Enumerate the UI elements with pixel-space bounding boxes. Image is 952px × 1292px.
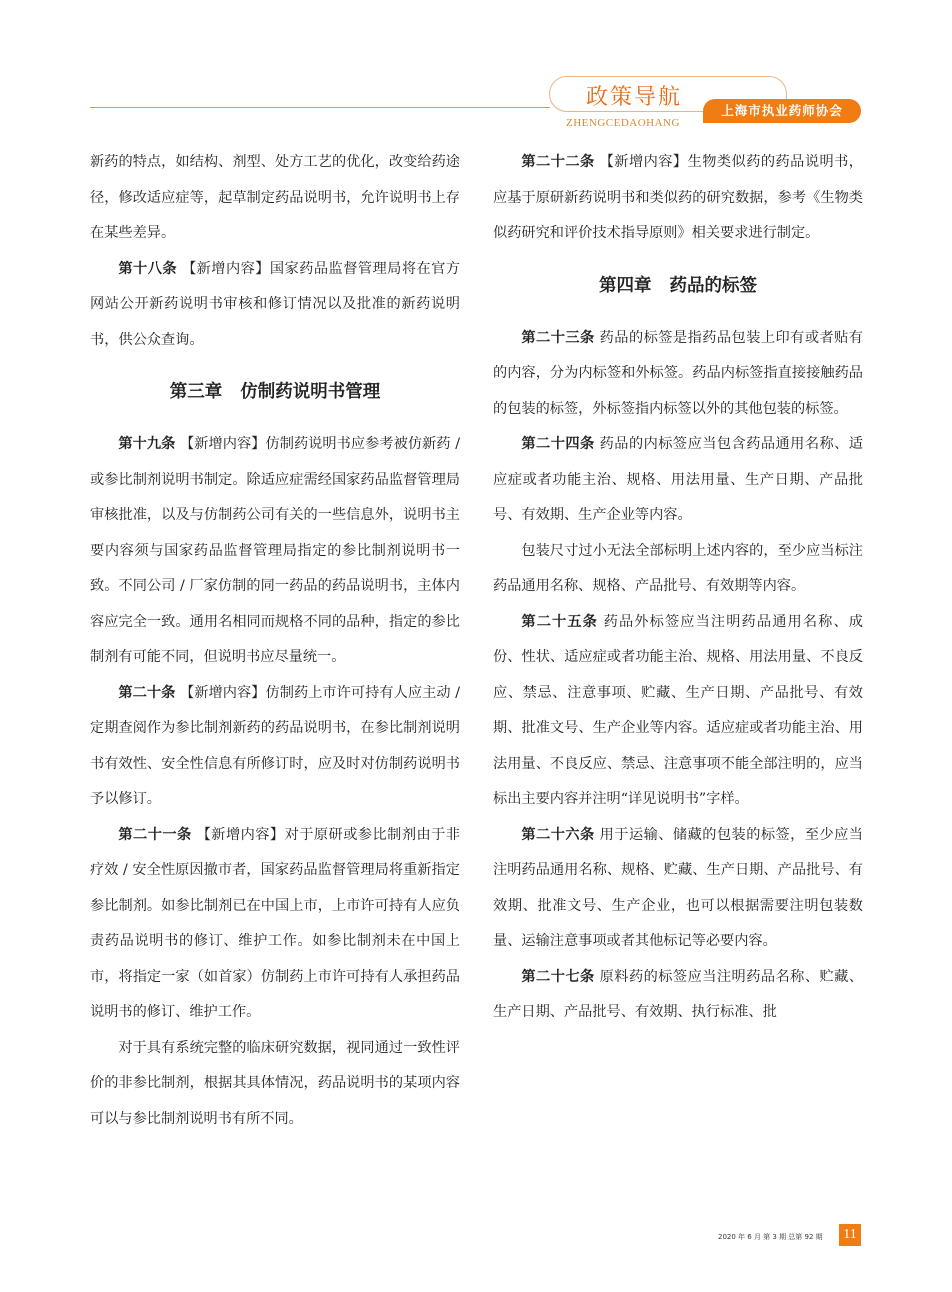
article-text: 【新增内容】生物类似药的药品说明书，应基于原研新药说明书和类似药的研究数据，参考《生物类似药研究和评价技术指导原则》相关要求进行制定。 [493,154,863,241]
article-20 [90,676,460,818]
article-19 [90,427,460,676]
chapter-number: 第三章 [169,382,223,402]
article-21 [90,818,460,1031]
chapter-name: 药品的标签 [669,275,757,296]
article-text: 药品外标签应当注明药品通用名称、成份、性状、适应症或者功能主治、规格、用法用量、不良反应、禁忌、注意事项、贮藏、生产日期、产品批号、有效期、批准文号、生产企业等内容。适应症或者功能主治、用法用量、不良反应、禁忌、注意事项不能全部注明的，应当标出主要内容并注明“详见说明书”字样。 [493,613,863,807]
organization-badge: 上海市执业药师协会 [703,99,861,123]
article-title: 第二十七条 [521,968,595,985]
left-column [90,145,460,1137]
article-title: 第二十三条 [521,329,595,346]
article-text: 【新增内容】仿制药说明书应参考被仿新药 / 或参比制剂说明书制定。除适应症需经国家药品监督管理局审核批准，以及与仿制药公司有关的一些信息外，说明书主要内容须与国家药品监督管理局指定的参比制剂说明书一致。不同公司 / 厂家仿制的同一药品的药品说明书，主体内容应完全一致。通用名相同而规格不同的品种，指定的参比制剂有可能不同，但说明书应尽量统一。 [90,436,460,665]
article-text: 药品的标签是指药品包装上印有或者贴有的内容，分为内标签和外标签。药品内标签指直接接触药品的包装的标签，外标签指内标签以外的其他包装的标签。 [493,329,863,417]
paragraph: 新药的特点，如结构、剂型、处方工艺的优化，改变给药途径，修改适应症等，起草制定药品说明书，允许说明书上存在某些差异。 [90,154,460,241]
article-27 [493,960,863,1031]
article-18 [90,252,460,359]
article-title: 第二十一条 [118,826,192,843]
article-23 [493,321,863,428]
article-title: 第二十条 [118,684,176,701]
article-text: 用于运输、储藏的包装的标签，至少应当注明药品通用名称、规格、贮藏、生产日期、产品批号、有效期、批准文号、生产企业，也可以根据需要注明包装数量、运输注意事项或者其他标记等必要内容。 [493,826,863,949]
article-title: 第十八条 [118,260,178,277]
article-title: 第二十四条 [521,436,595,452]
chapter-number: 第四章 [599,275,652,296]
article-title: 第二十二条 [521,154,595,170]
article-title: 第二十五条 [521,613,598,630]
article-26 [493,818,863,960]
article-title: 第十九条 [118,436,176,452]
chapter-heading [90,375,460,410]
article-24 [493,427,863,534]
paragraph: 对于具有系统完整的临床研究数据，视同通过一致性评价的非参比制剂，根据其具体情况，药品说明书的某项内容可以与参比制剂说明书有所不同。 [90,1039,460,1127]
chapter-name: 仿制药说明书管理 [240,382,381,402]
paragraph: 包装尺寸过小无法全部标明上述内容的，至少应当标注药品通用名称、规格、产品批号、有效期等内容。 [493,542,863,594]
article-text: 【新增内容】仿制药上市许可持有人应主动 / 定期查阅作为参比制剂新药的药品说明书，在参比制剂说明书有效性、安全性信息有所修订时，应及时对仿制药说明书予以修订。 [90,684,460,807]
issue-info: 2020 年 6 月 第 3 期 总第 92 期 [718,1233,823,1241]
article-25 [493,605,863,818]
chapter-heading [493,269,863,304]
header-rule [90,107,550,108]
section-pinyin: ZHENGCEDAOHANG [566,117,680,129]
article-text: 【新增内容】国家药品监督管理局将在官方网站公开新药说明书审核和修订情况以及批准的新药说明书，供公众查询。 [90,260,460,348]
article-title: 第二十六条 [521,826,595,843]
article-text: 药品的内标签应当包含药品通用名称、适应症或者功能主治、规格、用法用量、生产日期、产品批号、有效期、生产企业等内容。 [493,436,863,523]
section-title: 政策导航 [586,85,683,110]
article-text: 【新增内容】对于原研或参比制剂由于非疗效 / 安全性原因撤市者，国家药品监督管理局将重新指定参比制剂。如参比制剂已在中国上市，上市许可持有人应负责药品说明书的修订、维护工作。如参比制剂未在中国上市，将指定一家（如首家）仿制药上市许可持有人承担药品说明书的修订、维护工作。 [90,826,460,1020]
article-text: 原料药的标签应当注明药品名称、贮藏、生产日期、产品批号、有效期、执行标准、批 [493,968,863,1020]
article-22 [493,145,863,252]
page-number: 11 [839,1224,861,1246]
right-column [493,145,863,1031]
